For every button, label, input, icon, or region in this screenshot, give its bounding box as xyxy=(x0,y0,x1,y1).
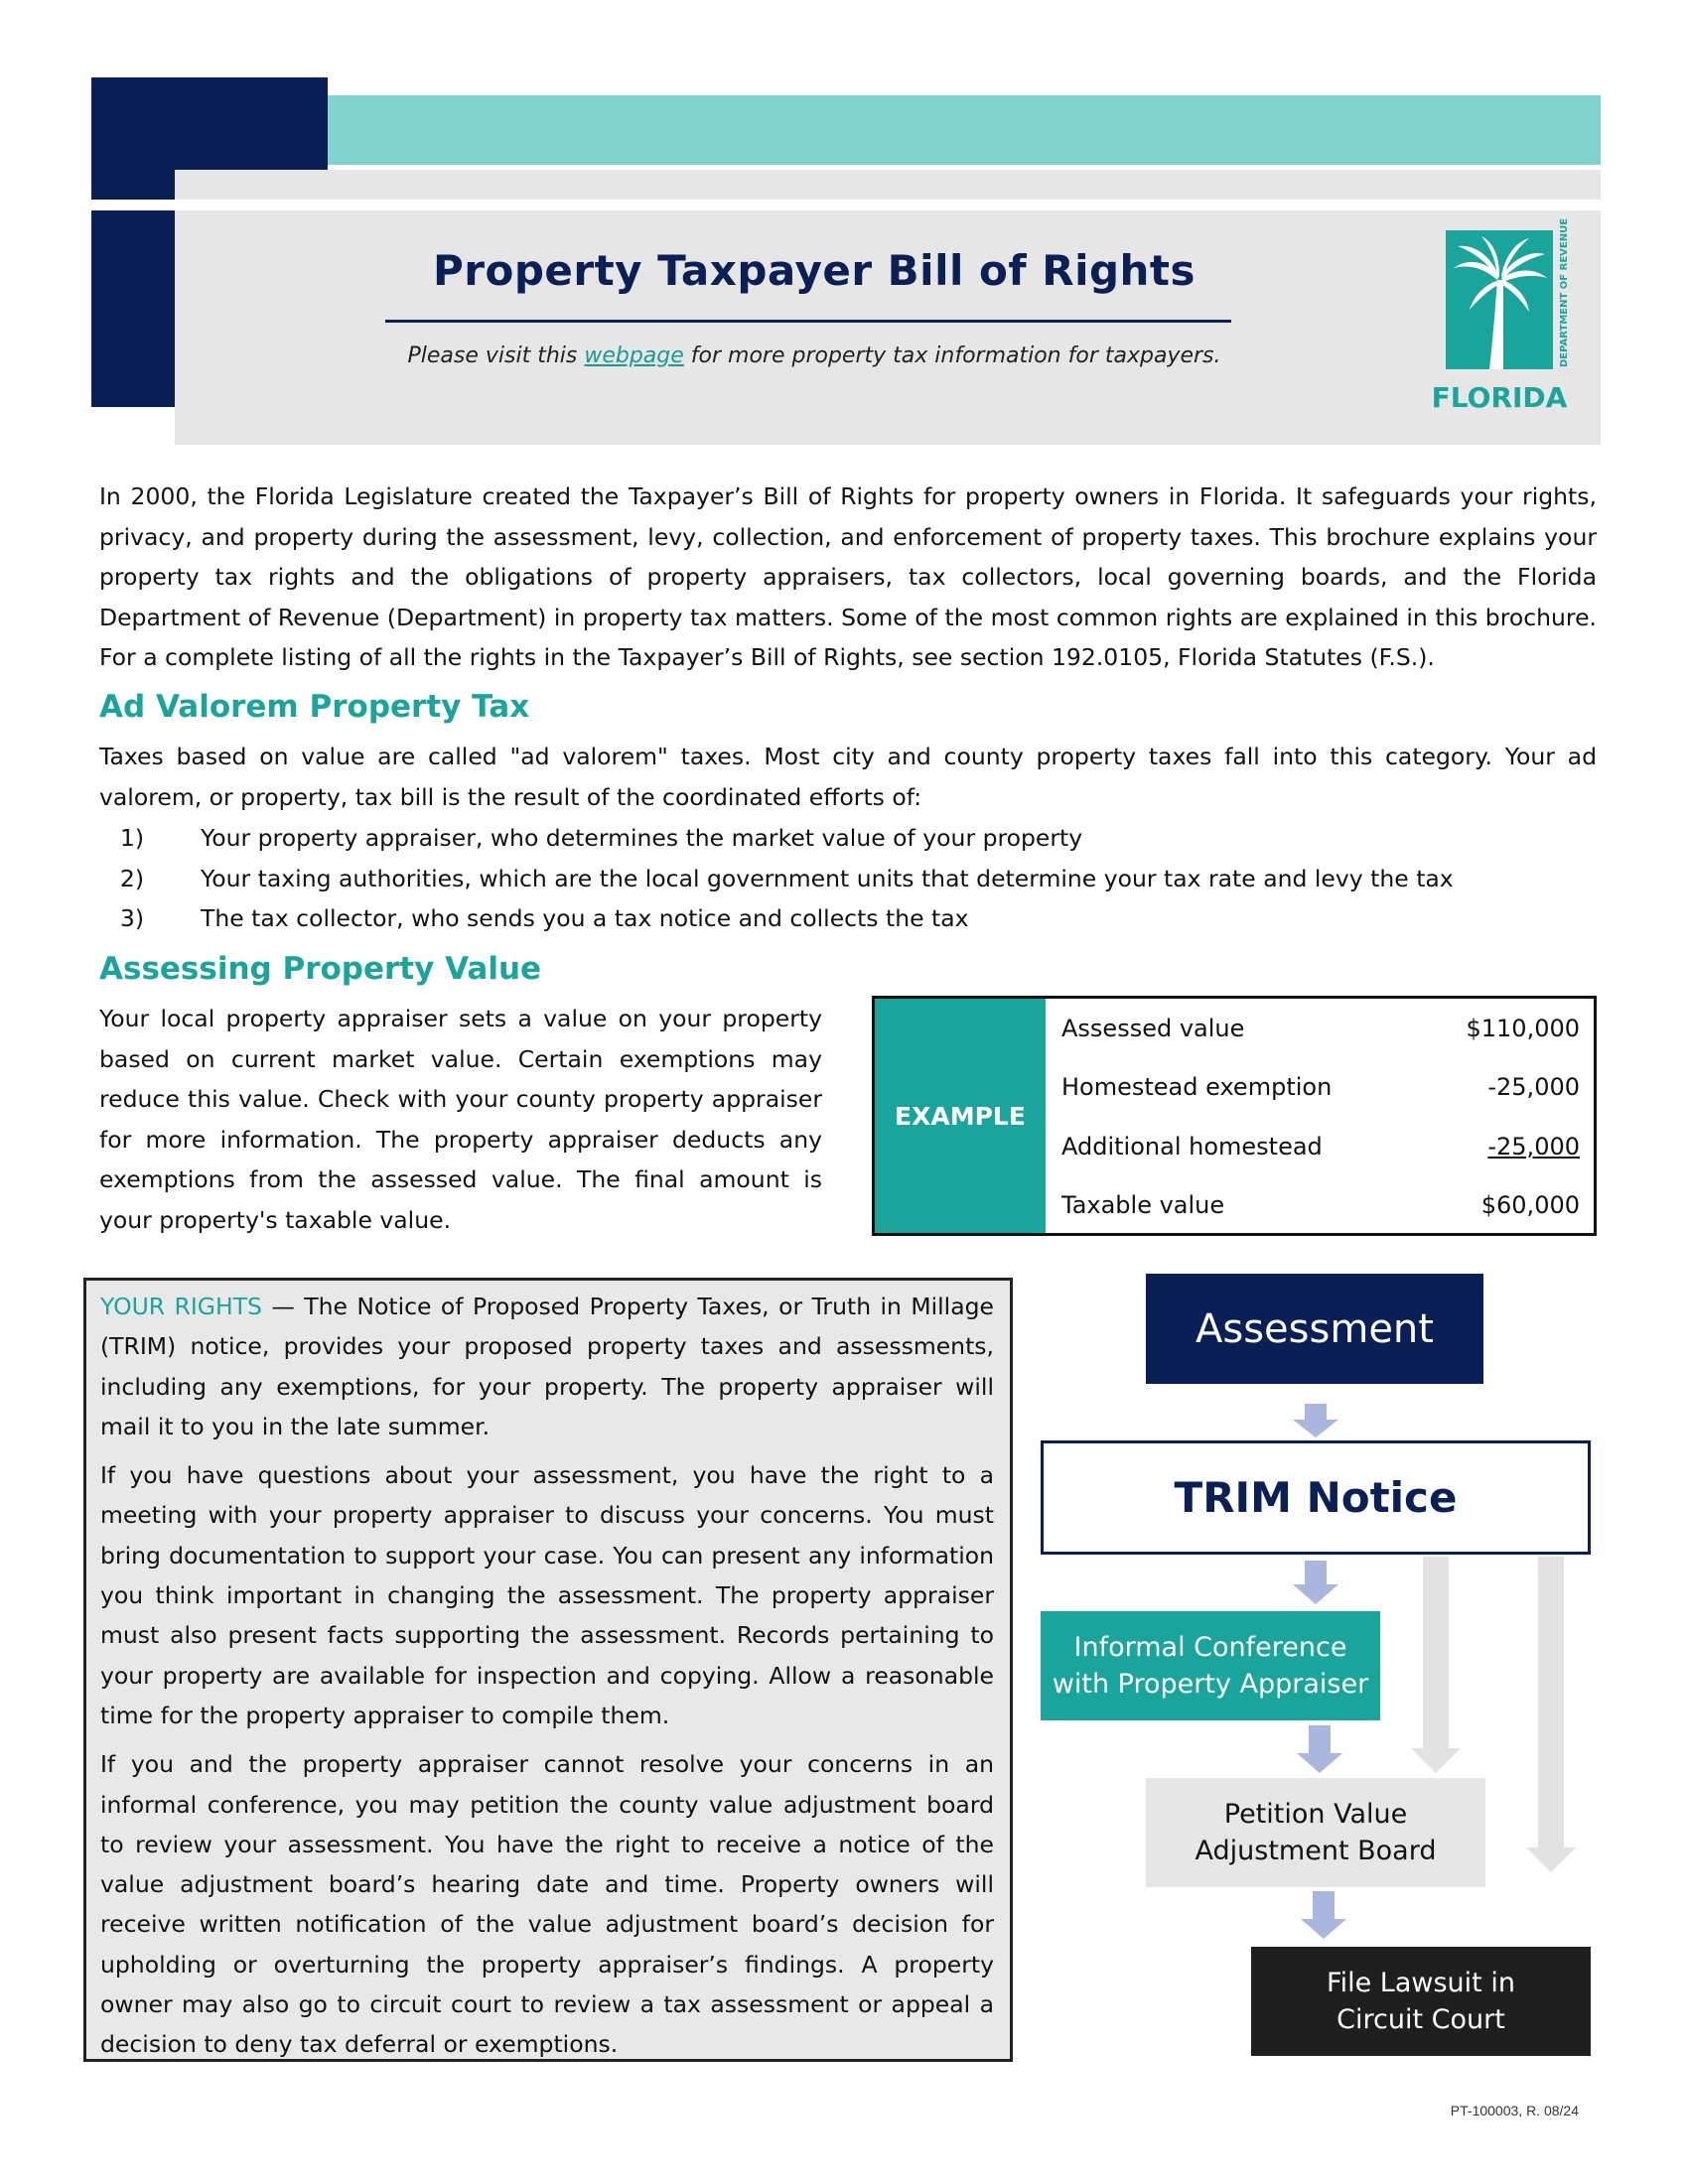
list-item-text: The tax collector, who sends you a tax notice and collects the tax xyxy=(201,904,969,932)
header-teal-band xyxy=(328,95,1601,165)
example-row-amount: $60,000 xyxy=(1480,1191,1580,1220)
assessing-paragraph: Your local property appraiser sets a value on your property based on current market value. Certain exemptions may reduce this value. Check with your county property appraiser for more information. The property appraiser deducts any exemptions from the assessed value. The final amount is your property's taxable value. xyxy=(99,1005,822,1234)
logo-wordmark: FLORIDA xyxy=(1431,381,1568,414)
example-row-amount: -25,000 xyxy=(1487,1073,1580,1102)
step-arrow-head-3 xyxy=(1297,1753,1342,1773)
flow-text-line: Petition Value xyxy=(1223,1799,1408,1830)
header-navy-block-bottom xyxy=(91,210,175,407)
example-rows xyxy=(1046,999,1594,1233)
header-subtitle xyxy=(328,343,1301,368)
step-arrow-head-4 xyxy=(1301,1919,1346,1939)
step-arrow-head-1 xyxy=(1293,1420,1338,1437)
example-label: EXAMPLE xyxy=(875,999,1046,1233)
list-item-number: 1) xyxy=(119,824,144,852)
your-rights-box xyxy=(83,1278,1013,2062)
example-row-label: Assessed value xyxy=(1061,1014,1245,1042)
example-table xyxy=(872,996,1597,1236)
step-arrow-head-2 xyxy=(1293,1584,1338,1604)
header-gray-strip xyxy=(175,170,1601,200)
step-arrow-shaft-1 xyxy=(1305,1404,1327,1420)
flow-step-assessment: Assessment xyxy=(1146,1274,1483,1384)
example-row xyxy=(1046,1117,1594,1176)
bypass-arrow-head-1 xyxy=(1411,1748,1461,1773)
webpage-link[interactable]: webpage xyxy=(584,343,684,368)
assessing-heading: Assessing Property Value xyxy=(99,951,542,987)
example-row xyxy=(1046,1058,1594,1118)
bypass-arrow-head-2 xyxy=(1526,1847,1576,1872)
subtitle-text-before: Please visit this xyxy=(407,343,585,368)
ad-valorem-list xyxy=(99,818,1597,939)
rights-paragraph-1-text: — The Notice of Proposed Property Taxes, or Truth in Millage (TRIM) notice, provides your proposed property taxes and assessments, including any exemptions, for your property. The property appraiser will mail it to you in the late summer. xyxy=(100,1293,994,1440)
form-code: PT-100003, R. 08/24 xyxy=(1450,2103,1579,2118)
bypass-arrow-shaft-1 xyxy=(1423,1557,1449,1748)
title-underline xyxy=(385,320,1231,323)
flow-text-line: Circuit Court xyxy=(1336,2004,1505,2035)
step-arrow-shaft-4 xyxy=(1313,1891,1335,1919)
flow-text-line: File Lawsuit in xyxy=(1327,1968,1515,1998)
example-row xyxy=(1046,1176,1594,1236)
list-item-number: 3) xyxy=(119,904,144,932)
example-row-label: Additional homestead xyxy=(1061,1132,1323,1160)
list-item-text: Your property appraiser, who determines the market value of your property xyxy=(201,824,1083,852)
example-row-label: Homestead exemption xyxy=(1061,1073,1333,1102)
florida-dor-logo xyxy=(1431,217,1577,417)
list-item xyxy=(99,859,1597,899)
flow-step-trim-notice: TRIM Notice xyxy=(1041,1440,1591,1555)
ad-valorem-paragraph: Taxes based on value are called "ad valorem" taxes. Most city and county property taxes fall into this category. Your ad valorem, or property, tax bill is the result of the coordinated efforts of: xyxy=(99,743,1597,811)
flow-text-line: Informal Conference xyxy=(1073,1632,1347,1663)
intro-paragraph: In 2000, the Florida Legislature created the Taxpayer’s Bill of Rights for property owners in Florida. It safeguards your rights, privacy, and property during the assessment, levy, collection, and enforcement of property taxes. This brochure explains your property tax rights and the obligations of property appraisers, tax collectors, local governing boards, and the Florida Department of Revenue (Department) in property tax matters. Some of the most common rights are explained in this brochure. For a complete listing of all the rights in the Taxpayer’s Bill of Rights, see section 192.0105, Florida Statutes (F.S.). xyxy=(99,482,1597,671)
example-row xyxy=(1046,999,1594,1058)
list-item-number: 2) xyxy=(119,864,144,892)
list-item xyxy=(99,898,1597,939)
flow-step-informal-conference xyxy=(1041,1611,1380,1720)
flow-text-line: with Property Appraiser xyxy=(1052,1669,1369,1700)
flow-text-line: Adjustment Board xyxy=(1195,1836,1437,1866)
example-row-label: Taxable value xyxy=(1061,1191,1225,1220)
page-title: Property Taxpayer Bill of Rights xyxy=(432,246,1196,295)
palm-tree-icon xyxy=(1431,217,1577,417)
ad-valorem-heading: Ad Valorem Property Tax xyxy=(99,689,530,725)
list-item-text: Your taxing authorities, which are the local government units that determine your tax rate and levy the tax xyxy=(201,864,1454,892)
rights-paragraph-2: If you have questions about your assessment, you have the right to a meeting with your property appraiser to discuss your concerns. You must bring documentation to support your case. You can present any information you think important in changing the assessment. The property appraiser must also present facts supporting the assessment. Records pertaining to your property are available for inspection and copying. Allow a reasonable time for the property appraiser to compile them. xyxy=(100,1461,994,1729)
example-row-amount: -25,000 xyxy=(1487,1132,1580,1160)
logo-vertical-text: DEPARTMENT OF REVENUE xyxy=(1559,217,1570,367)
example-row-amount: $110,000 xyxy=(1466,1014,1580,1042)
list-item xyxy=(99,818,1597,859)
step-arrow-shaft-2 xyxy=(1305,1561,1327,1584)
step-arrow-shaft-3 xyxy=(1309,1725,1331,1753)
flow-step-petition-vab xyxy=(1146,1778,1485,1887)
your-rights-keyword: YOUR RIGHTS xyxy=(100,1293,262,1320)
rights-paragraph-1 xyxy=(100,1287,994,1446)
rights-paragraph-3: If you and the property appraiser cannot resolve your concerns in an informal conference, you may petition the county value adjustment board to review your assessment. You have the right to receive a notice of the value adjustment board’s hearing date and time. Property owners will receive written notification of the value adjustment board’s decision for upholding or overturning the property appraiser’s findings. A property owner may also go to circuit court to review a tax assessment or appeal a decision to deny tax deferral or exemptions. xyxy=(100,1750,994,2059)
your-rights-content xyxy=(100,1287,994,2074)
subtitle-text-after: for more property tax information for taxpayers. xyxy=(683,343,1221,368)
flow-step-file-lawsuit xyxy=(1251,1947,1591,2056)
bypass-arrow-shaft-2 xyxy=(1538,1557,1564,1847)
